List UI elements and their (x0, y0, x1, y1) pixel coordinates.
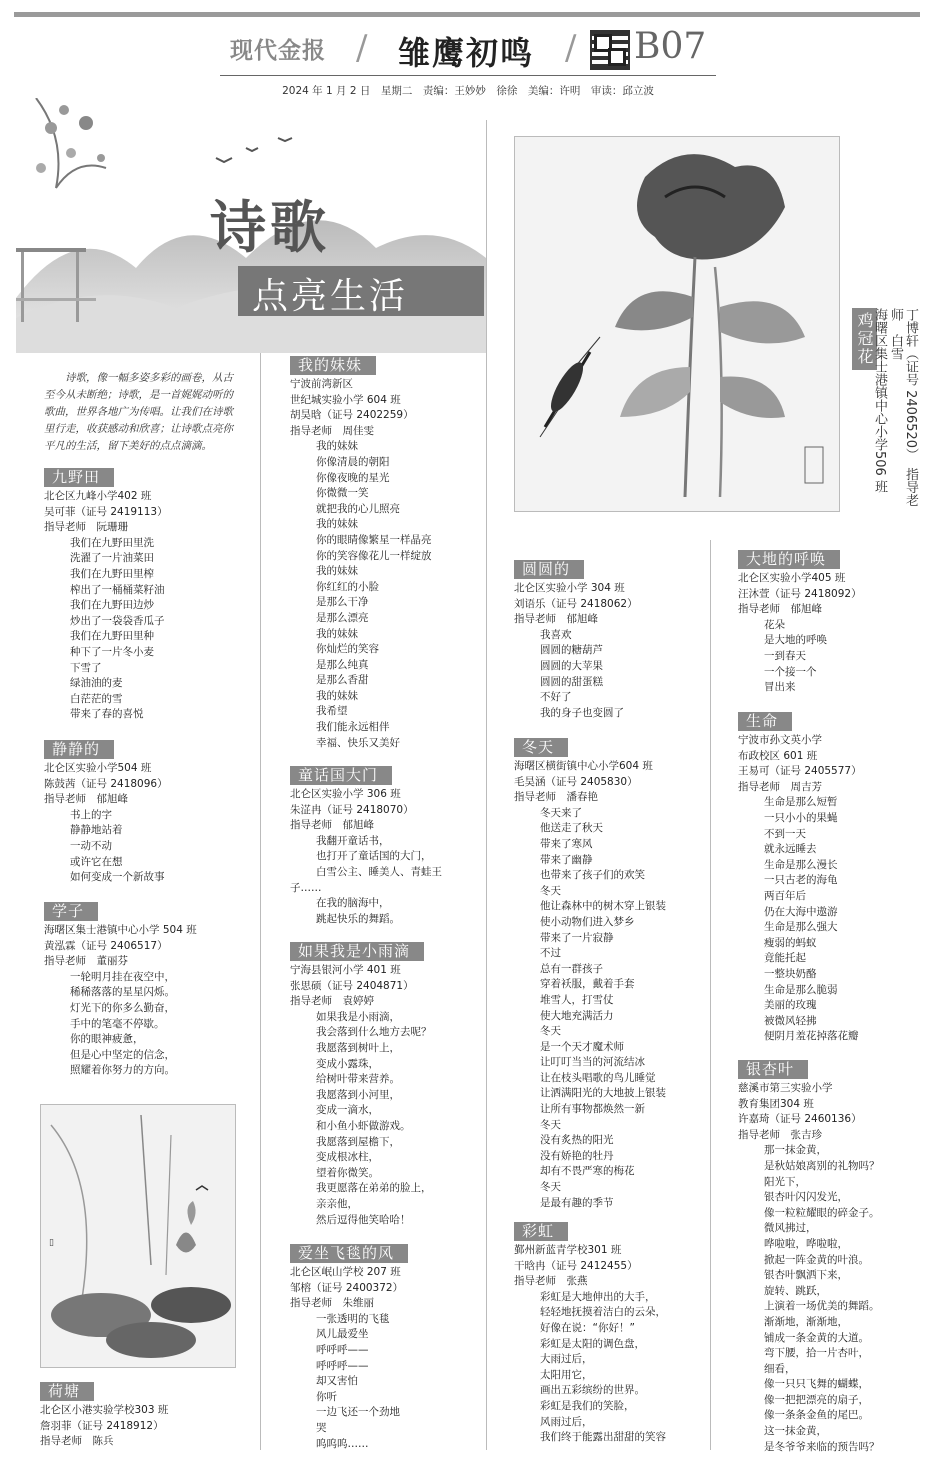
poem-teacher: 指导老师 袁婷婷 (290, 995, 374, 1008)
poem-line: 洗濯了一片油菜田 (70, 552, 154, 565)
poem-school: 海曙区集士港镇中心小学 504 班 (44, 924, 197, 936)
poem-school: 宁波市孙文英小学 (738, 734, 822, 746)
poem-line: 生命是那么漫长 (764, 858, 838, 871)
poem-line: 是秋姑娘离别的礼物吗？ (764, 1159, 880, 1172)
poem-author: 吴可菲（证号 2419113） (44, 505, 168, 518)
poem-line: 让在枝头唱歌的鸟儿睡觉 (540, 1071, 656, 1084)
poem-line: 带来了春的喜悦 (70, 708, 144, 721)
poem-line: 生命是那么强大 (764, 921, 838, 934)
poem-line: 炒出了一袋袋香瓜子 (70, 614, 165, 627)
poem-teacher: 指导老师 阮珊珊 (44, 521, 128, 534)
painting-lotus (40, 1104, 236, 1368)
poem-school: 慈溪市第三实验小学 (738, 1082, 833, 1094)
poem-line: 我会落到什么地方去呢？ (316, 1026, 432, 1039)
poem-line: 你微微一笑 (316, 487, 369, 500)
page-number: B07 (634, 26, 707, 67)
poem-line: 下雪了 (70, 661, 102, 674)
poem-line: 我愿落到树叶上， (316, 1041, 400, 1054)
poem-title: 我的妹妹 (290, 356, 376, 375)
lotus-painting-art (41, 1105, 235, 1367)
poem-line: 一轮明月挂在夜空中， (70, 970, 175, 983)
poem-line: 生命是那么脆弱 (764, 983, 838, 996)
poem-title: 彩虹 (514, 1222, 568, 1241)
qr-code-icon (590, 30, 630, 70)
poem-title: 圆圆的 (514, 560, 584, 579)
poem-dongtian (514, 738, 704, 1211)
poem-line: 圆圆的糖葫芦 (540, 644, 603, 657)
poem-line: 画出五彩缤纷的世界。 (540, 1384, 645, 1397)
poem-title: 学子 (44, 902, 98, 921)
poem-line: 变成小露珠， (316, 1057, 379, 1070)
poem-line: 阳光下， (764, 1175, 806, 1188)
poem-line: 榨出了一桶桶菜籽油 (70, 583, 165, 596)
poem-line: 大雨过后， (540, 1353, 593, 1366)
poem-line: 细看， (764, 1362, 796, 1375)
poem-line: 一动不动 (70, 839, 112, 852)
column-divider (710, 540, 711, 1450)
poem-line: 像一条条金鱼的尾巴。 (764, 1409, 869, 1422)
poem-meimei (290, 356, 480, 751)
feature-title: 诗歌 (210, 195, 330, 261)
poem-line: 一只古老的海龟 (764, 874, 838, 887)
poem-line: 旋转、跳跃， (764, 1284, 827, 1297)
poem-line: 像一把把漂亮的扇子， (764, 1393, 869, 1406)
section-name: 雏鹰初鸣 (398, 34, 535, 72)
artwork-author: 丁博轩（证号 2406520） 指导老师 白雪 (888, 308, 918, 507)
poem-title: 银杏叶 (738, 1060, 808, 1079)
poem-line: 跳起快乐的舞蹈。 (316, 912, 400, 925)
poem-line: 是冬爷爷来临的预告吗？ (764, 1440, 880, 1453)
poem-line: 呼呼呼—— (316, 1343, 369, 1356)
poem-line: 你灿烂的笑容 (316, 643, 379, 656)
poem-line: 却有不畏严寒的梅花 (540, 1165, 635, 1178)
poem-yudi (290, 942, 480, 1228)
poem-school: 海曙区横街镇中心小学604 班 (514, 760, 653, 772)
poem-line: 被微风轻拂 (764, 1014, 817, 1027)
poem-line: 照耀着你努力的方向。 (70, 1064, 175, 1077)
feature-subtitle: 点亮生活 (252, 276, 409, 317)
poem-school: 布政校区 601 班 (738, 749, 818, 762)
poem-line: 是那么漂亮 (316, 611, 369, 624)
poem-line: 渐渐地，渐渐地， (764, 1315, 848, 1328)
poem-line: 是那么香甜 (316, 674, 369, 687)
poem-line: 一张透明的飞毯 (316, 1312, 390, 1325)
poem-teacher: 指导老师 郁旭峰 (738, 603, 822, 616)
poem-line: 让所有事物都焕然一新 (540, 1103, 645, 1116)
poem-title: 爱坐飞毯的风 (290, 1244, 408, 1263)
poem-line: 我们在九野田里榨 (70, 567, 154, 580)
dateline: 2024 年 1 月 2 日 星期二 责编：王妙妙 徐徐 美编：许明 审读：邱立波 (282, 85, 654, 97)
poem-line: 灯光下的你多么勤奋， (70, 1001, 175, 1014)
poem-line: 白雪公主、睡美人、青蛙王 (316, 865, 442, 878)
poem-line: 呼呼呼—— (316, 1359, 369, 1372)
poem-line: 给树叶带来营养。 (316, 1073, 400, 1086)
poem-teacher: 指导老师 郁旭峰 (290, 819, 374, 832)
poem-line: 是一个天才魔术师 (540, 1040, 624, 1053)
poem-line: 我喜欢 (540, 628, 572, 641)
poem-line: 白茫茫的雪 (70, 692, 123, 705)
poem-line: 或许它在想 (70, 855, 123, 868)
poem-line: 幸福、快乐又美好 (316, 736, 400, 749)
poem-line: 你像夜晚的星光 (316, 471, 390, 484)
poem-teacher: 指导老师 朱维丽 (290, 1297, 374, 1310)
poem-line: 竟能托起 (764, 952, 806, 965)
masthead (220, 22, 720, 74)
poem-line: 也带来了孩子们的欢笑 (540, 869, 645, 882)
poem-school: 鄞州新蓝青学校301 班 (514, 1244, 622, 1256)
poem-line: 好像在说：“你好！” (540, 1321, 635, 1334)
poem-author: 邹榕（证号 2400372） (290, 1281, 404, 1294)
poem-line: 我的妹妹 (316, 689, 358, 702)
poem-line: 我愿落到小河里， (316, 1088, 400, 1101)
poem-line: 呜呜呜…… (316, 1437, 369, 1450)
poem-line: 那一抹金黄， (764, 1144, 827, 1157)
poem-dadi (738, 550, 928, 696)
poem-title: 冬天 (514, 738, 568, 757)
poem-tonghua (290, 766, 480, 927)
poem-line: 我们在九野田里洗 (70, 536, 154, 549)
poem-line: 不到一天 (764, 827, 806, 840)
poem-line: 你红红的小脸 (316, 580, 379, 593)
poem-line: 我的妹妹 (316, 518, 358, 531)
poem-author: 张思硕（证号 2404871） (290, 979, 414, 992)
poem-line: 你的眼睛像繁星一样晶亮 (316, 533, 432, 546)
paper-name: 现代金报 (230, 37, 326, 64)
poem-line: 两百年后 (764, 889, 806, 902)
poem-school: 教育集团304 班 (738, 1097, 814, 1110)
poem-line: 手中的笔毫不停歇。 (70, 1017, 165, 1030)
poem-feng (290, 1244, 480, 1452)
masthead-separator: / (565, 28, 577, 68)
poem-author: 干晗冉（证号 2412455） (514, 1259, 638, 1272)
artwork-credit: 海曙区集士港镇中心小学506 班 (872, 308, 887, 493)
poem-line: 我的妹妹 (316, 440, 358, 453)
poem-line: 使小动物们进入梦乡 (540, 915, 635, 928)
poem-school: 北仑区实验小学 304 班 (514, 582, 625, 594)
poem-line: 冬天 (540, 1181, 561, 1194)
poem-line: 彩虹是大地伸出的大手， (540, 1290, 656, 1303)
masthead-rule (220, 75, 716, 76)
poem-line: 你的眼神疲惫， (70, 1033, 144, 1046)
poem-teacher: 指导老师 张燕 (514, 1275, 588, 1288)
poem-line: 是那么干净 (316, 596, 369, 609)
poem-author: 朱淽冉（证号 2418070） (290, 803, 414, 816)
poem-line: 穿着袄服，戴着手套 (540, 978, 635, 991)
poem-author: 汪沐萱（证号 2418092） (738, 587, 862, 600)
poem-school: 北仑区九峰小学402 班 (44, 490, 152, 502)
poem-line: 是大地的呼唤 (764, 634, 827, 647)
poem-teacher: 指导老师 潘春艳 (514, 791, 598, 804)
poem-line: 圆圆的大苹果 (540, 659, 603, 672)
poem-line: 一只小小的果蝇 (764, 811, 838, 824)
poem-school: 宁波前湾新区 (290, 378, 353, 390)
poem-line: 我的妹妹 (316, 627, 358, 640)
poem-line: 冒出来 (764, 681, 796, 694)
poem-line: 这一抹金黄， (764, 1425, 827, 1438)
painting-jiguanhua (514, 136, 840, 512)
poem-author: 詹羽菲（证号 2418912） (40, 1419, 164, 1432)
poem-caihong (514, 1222, 704, 1446)
poem-teacher: 指导老师 周吉芳 (738, 780, 822, 793)
poem-line: 银杏叶飘洒下来， (764, 1269, 848, 1282)
poem-line: 生命是那么短暂 (764, 796, 838, 809)
poem-line: 太阳用它， (540, 1368, 593, 1381)
poem-line: 我翻开童话书， (316, 834, 390, 847)
poem-line: 变成根冰柱， (316, 1151, 379, 1164)
poem-line: 一到春天 (764, 649, 806, 662)
poem-school: 世纪城实验小学 604 班 (290, 393, 401, 406)
poem-line: 他送走了秋天 (540, 822, 603, 835)
poem-jiuye (44, 468, 254, 723)
poem-line: 书上的字 (70, 808, 112, 821)
poem-line: 我更愿落在弟弟的脸上， (316, 1182, 432, 1195)
poem-author: 王易可（证号 2405577） (738, 765, 862, 778)
poem-teacher: 指导老师 董丽芬 (44, 955, 128, 968)
poem-line: 像一只只飞舞的蝴蝶， (764, 1378, 869, 1391)
poem-line: 子…… (290, 881, 322, 894)
poem-line: 轻轻地抚摸着洁白的云朵， (540, 1306, 666, 1319)
poem-line: 我愿落到屋檐下， (316, 1135, 400, 1148)
poem-line: 铺成一条金黄的大道。 (764, 1331, 869, 1344)
poem-school: 北仑区实验小学405 班 (738, 572, 846, 584)
poem-line: 上演着一场优美的舞蹈。 (764, 1300, 880, 1313)
poem-line: 绿油油的麦 (70, 677, 123, 690)
poem-line: 亲亲他， (316, 1197, 358, 1210)
poem-school: 北仑区小港实验学校303 班 (40, 1404, 169, 1416)
poem-school: 北仑区岷山学校 207 班 (290, 1266, 401, 1278)
poem-line: 但是心中坚定的信念， (70, 1048, 175, 1061)
poem-line: 我们在九野田边炒 (70, 599, 154, 612)
poem-school: 北仑区实验小学504 班 (44, 762, 152, 774)
poem-line: 我希望 (316, 705, 348, 718)
poem-line: 微风拂过， (764, 1222, 817, 1235)
poem-author: 刘语乐（证号 2418062） (514, 597, 638, 610)
poem-line: 变成一滴水， (316, 1104, 379, 1117)
poem-title: 生命 (738, 712, 792, 731)
poem-line: 仍在大海中遨游 (764, 905, 838, 918)
cockscomb-painting-art (515, 137, 839, 511)
poem-title: 静静的 (44, 740, 114, 759)
poem-yinxing (738, 1060, 928, 1455)
poem-line: 种下了一片冬小麦 (70, 645, 154, 658)
poem-line: 花朵 (764, 618, 785, 631)
poem-teacher: 指导老师 张吉珍 (738, 1128, 822, 1141)
poem-line: 使大地充满活力 (540, 1009, 614, 1022)
poem-line: 彩虹是我们的笑脸， (540, 1399, 635, 1412)
poem-line: 圆圆的甜蛋糕 (540, 675, 603, 688)
poem-line: 你像清晨的朝阳 (316, 455, 390, 468)
poem-line: 一整块奶酪 (764, 967, 817, 980)
poem-line: 一个接一个 (764, 665, 817, 678)
poem-line: 和小鱼小虾做游戏。 (316, 1119, 411, 1132)
poem-line: 带来了寒风 (540, 837, 593, 850)
poem-line: 冬天 (540, 884, 561, 897)
poem-line: 一边飞还一个劲地 (316, 1406, 400, 1419)
poem-line: 是那么纯真 (316, 658, 369, 671)
poem-line: 美丽的玫瑰 (764, 999, 817, 1012)
poem-yuanyuan (514, 560, 704, 721)
poem-line: 冬天来了 (540, 806, 582, 819)
poem-teacher: 指导老师 郁旭峰 (514, 613, 598, 626)
poem-school: 宁海县银河小学 401 班 (290, 964, 401, 976)
poem-line: 便阴月羞花掉落花瓣 (764, 1030, 859, 1043)
poem-title: 大地的呼唤 (738, 550, 840, 569)
poem-line: 风儿最爱坐 (316, 1328, 369, 1341)
poem-line: 让叮叮当当的河流结冰 (540, 1056, 645, 1069)
poem-hetang (40, 1382, 250, 1450)
svg-text:▯: ▯ (49, 1238, 54, 1248)
poem-line: 如何变成一个新故事 (70, 871, 165, 884)
poem-line: 哗啦啦，哗啦啦， (764, 1237, 848, 1250)
poem-line: 就永远睡去 (764, 843, 817, 856)
poem-teacher: 指导老师 周佳雯 (290, 424, 374, 437)
poem-title: 九野田 (44, 468, 114, 487)
poem-title: 如果我是小雨滴 (290, 942, 424, 961)
poem-line: 然后逗得他笑哈哈！ (316, 1213, 411, 1226)
poem-line: 带来了幽静 (540, 853, 593, 866)
poem-line: 掀起一阵金黄的叶浪。 (764, 1253, 869, 1266)
masthead-separator: / (356, 28, 368, 68)
poem-author: 陈鼓茜（证号 2418096） (44, 777, 168, 790)
poem-line: 你听 (316, 1390, 337, 1403)
poem-line: 如果我是小雨滴， (316, 1010, 400, 1023)
poem-line: 也打开了童话国的大门， (316, 850, 432, 863)
poem-line: 就把我的心儿照亮 (316, 502, 400, 515)
poem-teacher: 指导老师 郁旭峰 (44, 793, 128, 806)
poem-line: 他让森林中的树木穿上银装 (540, 900, 666, 913)
poem-line: 不过 (540, 947, 561, 960)
poem-jingjing (44, 740, 254, 886)
poem-line: 是最有趣的季节 (540, 1196, 614, 1209)
poem-school: 北仑区实验小学 306 班 (290, 788, 401, 800)
poem-line: 哭 (316, 1421, 327, 1434)
poem-line: 我们能永远相伴 (316, 721, 390, 734)
poem-line: 静静地站着 (70, 824, 123, 837)
poem-xuezi (44, 902, 254, 1079)
poem-author: 黄泓霖（证号 2406517） (44, 939, 168, 952)
poem-line: 风雨过后， (540, 1415, 593, 1428)
poem-line: 没有娇艳的牡丹 (540, 1149, 614, 1162)
poem-line: 我们终于能露出甜甜的笑容 (540, 1431, 666, 1444)
poem-line: 我的身子也变圆了 (540, 706, 624, 719)
poem-line: 银杏叶闪闪发光， (764, 1191, 848, 1204)
poem-line: 总有一群孩子 (540, 962, 603, 975)
poem-line: 弯下腰，拾一片杏叶， (764, 1347, 869, 1360)
poem-line: 不好了 (540, 691, 572, 704)
poem-author: 许嘉琦（证号 2460136） (738, 1113, 862, 1126)
poem-title: 童话国大门 (290, 766, 392, 785)
poem-line: 我们在九野田里种 (70, 630, 154, 643)
poem-line: 带来了一片寂静 (540, 931, 614, 944)
poem-title: 荷塘 (40, 1382, 94, 1401)
poem-line: 瘦弱的蚂蚁 (764, 936, 817, 949)
poem-author: 胡昊晗（证号 2402259） (290, 409, 414, 422)
poem-teacher: 指导老师 陈兵 (40, 1435, 114, 1448)
poem-line: 你的笑容像花儿一样绽放 (316, 549, 432, 562)
header-illustration (16, 98, 486, 353)
column-divider (260, 350, 261, 1450)
poem-line: 堆雪人，打雪仗 (540, 993, 614, 1006)
poem-line: 冬天 (540, 1025, 561, 1038)
poem-line: 让洒满阳光的大地披上银装 (540, 1087, 666, 1100)
poem-line: 望着你微笑。 (316, 1166, 379, 1179)
poem-line: 我的妹妹 (316, 565, 358, 578)
artwork-title: 鸡冠花 (852, 308, 877, 370)
poem-author: 毛昊涵（证号 2405830） (514, 775, 638, 788)
poem-line: 像一粒粒耀眼的碎金子。 (764, 1206, 880, 1219)
intro-paragraph: 诗歌，像一幅多姿多彩的画卷，从古至今从未断绝；诗歌，是一首娓娓动听的歌曲，世界各地广为传唱。让我们在诗歌里行走，收获感动和欣喜；让诗歌点亮你平凡的生活，留下美好的点点滴滴。 (44, 372, 233, 452)
poem-line: 冬天 (540, 1118, 561, 1131)
column-divider (486, 120, 487, 1450)
poem-line: 却又害怕 (316, 1375, 358, 1388)
poem-line: 没有炙热的阳光 (540, 1134, 614, 1147)
poem-line: 稀稀落落的星星闪烁。 (70, 986, 175, 999)
poem-line: 彩虹是太阳的调色盘， (540, 1337, 645, 1350)
top-rule (14, 12, 920, 17)
poem-shengming (738, 712, 928, 1045)
poem-line: 在我的脑海中， (316, 897, 390, 910)
